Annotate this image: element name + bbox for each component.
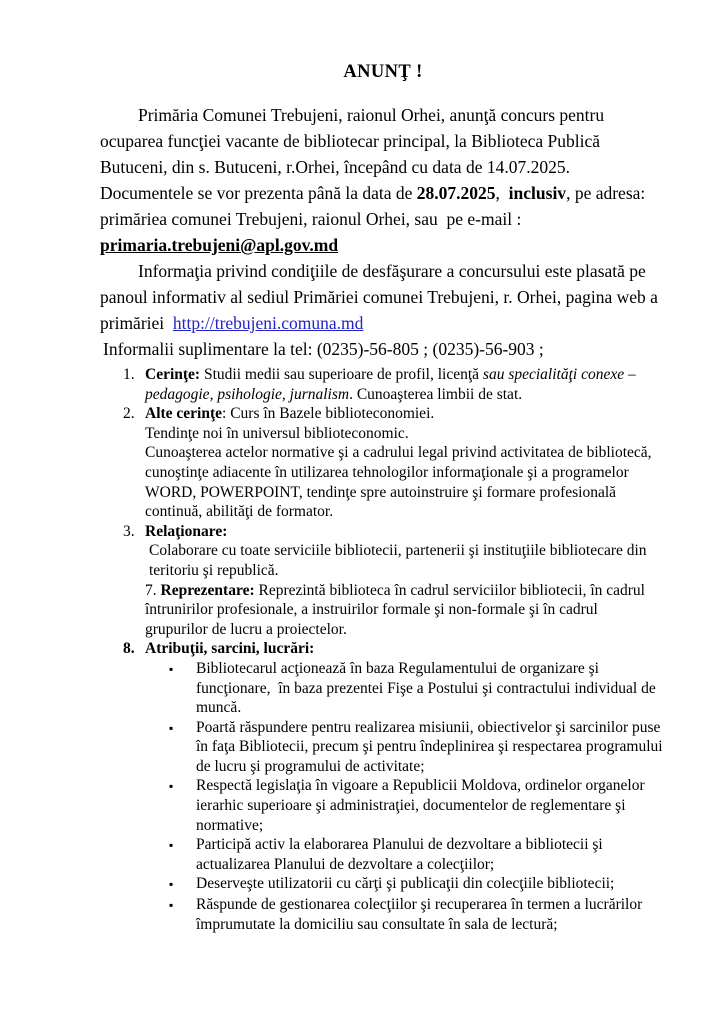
alte-cerinte-text: : Curs în Bazele biblioteconomiei. — [222, 405, 435, 423]
list-number-3: 3. — [123, 522, 135, 540]
reprezentare-label: Reprezentare: — [160, 581, 255, 599]
deadline-date: 28.07.2025 — [416, 183, 496, 203]
alte-cerinte-line2: Tendinţe noi în universul biblioteconomic. — [145, 424, 409, 442]
reprezentare-text: Reprezintă biblioteca în cadrul serviciilor bibliotecii, în cadrul întrunirilor profesionale, a instruirilor formale şi non-formale şi în cadrul grupurilor de lucru a proiectelor. — [145, 581, 645, 638]
list-number-1: 1. — [123, 366, 135, 383]
bullet-item — [145, 874, 663, 895]
list-item-2-content — [145, 404, 663, 522]
list-item-relationare — [123, 522, 663, 640]
atributii-bullet-list — [145, 659, 663, 934]
info-text: Informaţia privind condiţiile de desfăşurare a concursului este plasată pe panoul informativ al sediul Primăriei comunei Trebujeni, r. Orhei, pagina web a primăriei — [100, 261, 658, 333]
bullet-text: Respectă legislaţia în vigoare a Republicii Moldova, ordinelor organelor ierarhic superioare şi administraţiei, documentelor de reglementare şi normative; — [196, 777, 645, 834]
relationare-label: Relaţionare: — [145, 522, 228, 540]
intro-paragraph — [100, 102, 666, 258]
alte-cerinte-heading — [145, 404, 663, 424]
separator-text: , — [495, 183, 509, 203]
reprezentare-paragraph — [145, 581, 663, 640]
email-link[interactable]: primaria.trebujeni@apl.gov.md — [100, 235, 339, 255]
cerinte-label: Cerinţe: — [145, 366, 201, 383]
bullet-square-icon — [145, 718, 196, 777]
list-item-cerinte — [123, 365, 663, 404]
bullet-item — [145, 659, 663, 718]
atributii-label: Atribuţii, sarcini, lucrări: — [145, 640, 315, 658]
list-number-8: 8. — [123, 640, 135, 658]
bullet-square-icon — [145, 835, 196, 874]
alte-cerinte-label: Alte cerinţe — [145, 405, 223, 423]
phone-line: Informalii suplimentare la tel: (0235)-56-805 ; (0235)-56-903 ; — [103, 339, 544, 359]
bullet-square-icon — [145, 659, 196, 718]
bullet-item — [145, 718, 663, 777]
list-number-2: 2. — [123, 405, 135, 423]
bullet-text: Bibliotecarul acţionează în baza Regulamentului de organizare şi funcţionare, în baza prezentei Fişe a Postului şi contractului individual de muncă. — [196, 659, 656, 717]
relationare-text: Colaborare cu toate serviciile bibliotecii, partenerii şi instituţiile bibliotecare din teritoriu şi republică. — [149, 542, 647, 579]
intro-text-after: , pe adresa: primăriea comunei Trebujeni, raionul Orhei, sau pe e-mail : — [100, 183, 646, 229]
bullet-text: Participă activ la elaborarea Planului de dezvoltare a bibliotecii şi actualizarea Planului de dezvoltare a colecţiilor; — [196, 836, 603, 873]
document-body — [100, 102, 666, 362]
bullet-square-icon — [145, 776, 196, 835]
bullet-square-icon — [145, 874, 196, 895]
inclusiv-word: inclusiv — [508, 183, 567, 203]
bullet-item — [145, 895, 663, 934]
reprezentare-number: 7. — [145, 581, 161, 599]
list-item-1-content — [145, 365, 663, 404]
list-item-8-content — [145, 639, 663, 934]
bullet-item — [145, 776, 663, 835]
bullet-text: Deserveşte utilizatorii cu cărţi şi publicaţii din colecţiile bibliotecii; — [196, 875, 615, 893]
intro-text: Primăria Comunei Trebujeni, raionul Orhei, anunţă concurs pentru ocuparea funcţiei vacante de bibliotecar principal, la Biblioteca Publică Butuceni, din s. Butuceni, r.Orhei, începând cu data de 14.07.2025. Documentele se vor prezenta până la data de — [100, 105, 605, 203]
website-link[interactable]: http://trebujeni.comuna.md — [172, 313, 364, 333]
document-title: ANUNŢ ! — [343, 62, 423, 82]
list-item-atributii — [123, 639, 663, 934]
cerinte-text: Studii medii sau superioare de profil, licenţă — [200, 366, 483, 383]
requirements-list — [123, 365, 663, 934]
list-item-3-content — [145, 522, 663, 640]
alte-cerinte-line3: Cunoaşterea actelor normative şi a cadrului legal privind activitatea de bibliotecă, cunoştinţe adiacente în utilizarea tehnologilor informaţionale şi a programelor WORD, POWERPOINT, tendinţe spre autoinstruire şi formare profesională continuă, abilităţi de formator. — [145, 444, 652, 521]
info-paragraph — [100, 258, 666, 336]
bullet-text: Poartă răspundere pentru realizarea misiunii, obiectivelor şi sarcinilor puse în faţa Bibliotecii, precum şi pentru îndeplinirea şi respectarea programului de lucru şi programului de activitate; — [196, 718, 663, 775]
list-item-alte-cerinte — [123, 404, 663, 522]
bullet-item — [145, 835, 663, 874]
cerinte-text-end: . Cunoaşterea limbii de stat. — [349, 385, 523, 403]
bullet-text: Răspunde de gestionarea colecţiilor şi recuperarea în termen a lucrărilor împrumutate la domiciliu sau consultate în sala de lectură; — [196, 896, 643, 933]
bullet-square-icon — [145, 895, 196, 934]
cerinte-italic-text: sau specialităţi conexe – pedagogie, psihologie, jurnalism — [145, 366, 636, 403]
